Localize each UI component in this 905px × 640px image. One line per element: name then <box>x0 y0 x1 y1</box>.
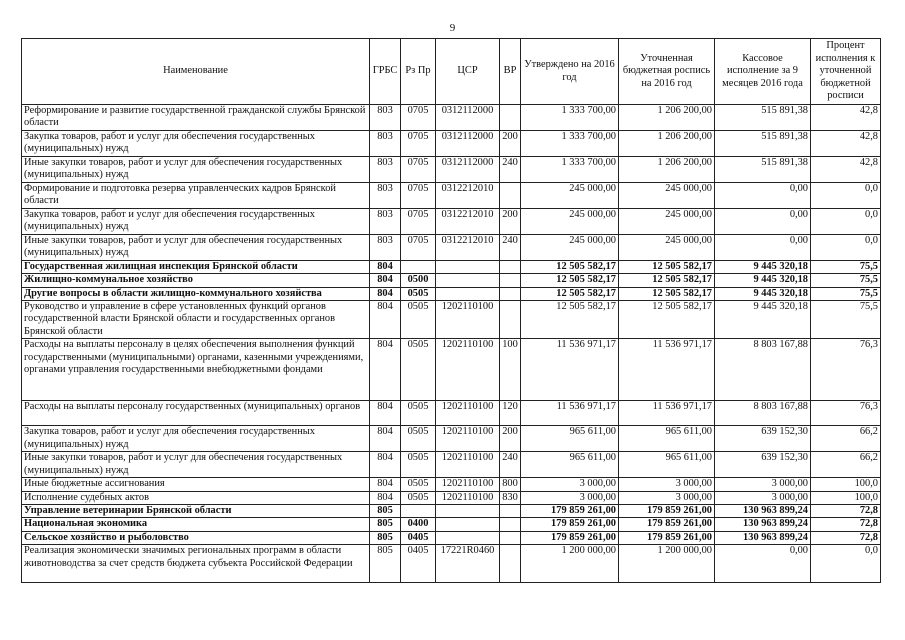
cell-approved: 11 536 971,17 <box>521 401 619 426</box>
header-cash: Кассовое исполнение за 9 месяцев 2016 года <box>715 39 811 105</box>
cell-vr <box>500 531 521 544</box>
cell-vr: 240 <box>500 234 521 260</box>
table-row <box>22 301 881 339</box>
cell-grbs: 804 <box>370 452 401 478</box>
cell-csr <box>436 518 500 531</box>
cell-rzpr: 0505 <box>401 339 436 401</box>
cell-grbs: 805 <box>370 545 401 583</box>
cell-name: Реформирование и развитие государственной гражданской службы Брянской области <box>22 105 370 131</box>
cell-percent: 72,8 <box>811 531 881 544</box>
table-row <box>22 426 881 452</box>
table-row <box>22 274 881 287</box>
cell-name: Другие вопросы в области жилищно-коммунального хозяйства <box>22 287 370 300</box>
cell-grbs: 804 <box>370 401 401 426</box>
cell-csr: 0312212010 <box>436 182 500 208</box>
cell-percent: 75,5 <box>811 287 881 300</box>
cell-approved: 965 611,00 <box>521 452 619 478</box>
cell-csr: 1202110100 <box>436 452 500 478</box>
cell-cash: 9 445 320,18 <box>715 260 811 273</box>
cell-grbs: 803 <box>370 156 401 182</box>
cell-cash: 0,00 <box>715 234 811 260</box>
table-row <box>22 260 881 273</box>
cell-grbs: 804 <box>370 287 401 300</box>
cell-rzpr: 0505 <box>401 491 436 504</box>
cell-approved: 12 505 582,17 <box>521 274 619 287</box>
cell-name: Расходы на выплаты персоналу в целях обеспечения выполнения функций государственными (муниципальными) органами, казенными учреждениями, органами управления государственными внебюджетными фондами <box>22 339 370 401</box>
cell-percent: 0,0 <box>811 182 881 208</box>
table-body <box>22 105 881 583</box>
cell-vr: 830 <box>500 491 521 504</box>
table-row <box>22 491 881 504</box>
cell-vr <box>500 287 521 300</box>
cell-name: Исполнение судебных актов <box>22 491 370 504</box>
cell-vr <box>500 182 521 208</box>
budget-table <box>21 38 881 583</box>
cell-refined: 1 200 000,00 <box>619 545 715 583</box>
cell-approved: 179 859 261,00 <box>521 531 619 544</box>
cell-refined: 12 505 582,17 <box>619 260 715 273</box>
cell-approved: 1 333 700,00 <box>521 156 619 182</box>
cell-csr: 0312212010 <box>436 208 500 234</box>
cell-refined: 3 000,00 <box>619 491 715 504</box>
table-row <box>22 287 881 300</box>
cell-percent: 75,5 <box>811 260 881 273</box>
cell-csr: 0312112000 <box>436 156 500 182</box>
cell-name: Управление ветеринарии Брянской области <box>22 505 370 518</box>
cell-rzpr: 0400 <box>401 518 436 531</box>
cell-cash: 0,00 <box>715 208 811 234</box>
cell-cash: 639 152,30 <box>715 426 811 452</box>
cell-cash: 130 963 899,24 <box>715 531 811 544</box>
cell-grbs: 805 <box>370 531 401 544</box>
cell-csr: 0312212010 <box>436 234 500 260</box>
cell-percent: 75,5 <box>811 301 881 339</box>
cell-rzpr <box>401 505 436 518</box>
cell-approved: 11 536 971,17 <box>521 339 619 401</box>
cell-csr <box>436 274 500 287</box>
cell-cash: 8 803 167,88 <box>715 401 811 426</box>
cell-grbs: 804 <box>370 478 401 491</box>
cell-percent: 42,8 <box>811 156 881 182</box>
page-number: 9 <box>449 22 456 34</box>
cell-rzpr: 0505 <box>401 452 436 478</box>
cell-csr: 0312112000 <box>436 130 500 156</box>
table-row <box>22 545 881 583</box>
cell-csr: 1202110100 <box>436 491 500 504</box>
cell-percent: 0,0 <box>811 545 881 583</box>
cell-approved: 965 611,00 <box>521 426 619 452</box>
cell-refined: 11 536 971,17 <box>619 401 715 426</box>
table-row <box>22 234 881 260</box>
cell-cash: 515 891,38 <box>715 105 811 131</box>
cell-vr: 100 <box>500 339 521 401</box>
cell-refined: 12 505 582,17 <box>619 301 715 339</box>
cell-name: Национальная экономика <box>22 518 370 531</box>
cell-refined: 12 505 582,17 <box>619 287 715 300</box>
cell-grbs: 803 <box>370 130 401 156</box>
cell-approved: 245 000,00 <box>521 208 619 234</box>
cell-vr <box>500 505 521 518</box>
cell-cash: 8 803 167,88 <box>715 339 811 401</box>
cell-csr <box>436 531 500 544</box>
cell-approved: 1 333 700,00 <box>521 105 619 131</box>
cell-csr: 17221R0460 <box>436 545 500 583</box>
cell-approved: 12 505 582,17 <box>521 301 619 339</box>
cell-percent: 100,0 <box>811 478 881 491</box>
cell-refined: 965 611,00 <box>619 426 715 452</box>
cell-rzpr: 0505 <box>401 401 436 426</box>
cell-approved: 245 000,00 <box>521 182 619 208</box>
cell-rzpr: 0705 <box>401 208 436 234</box>
cell-csr: 1202110100 <box>436 401 500 426</box>
cell-grbs: 804 <box>370 491 401 504</box>
cell-rzpr: 0705 <box>401 105 436 131</box>
cell-approved: 12 505 582,17 <box>521 260 619 273</box>
cell-csr <box>436 287 500 300</box>
cell-name: Сельское хозяйство и рыболовство <box>22 531 370 544</box>
cell-grbs: 803 <box>370 208 401 234</box>
cell-rzpr: 0705 <box>401 182 436 208</box>
cell-grbs: 803 <box>370 234 401 260</box>
header-csr: ЦСР <box>436 39 500 105</box>
header-approved: Утверждено на 2016 год <box>521 39 619 105</box>
cell-vr: 120 <box>500 401 521 426</box>
cell-name: Иные бюджетные ассигнования <box>22 478 370 491</box>
cell-vr <box>500 260 521 273</box>
cell-percent: 0,0 <box>811 208 881 234</box>
cell-name: Руководство и управление в сфере установленных функций органов государственной власти Брянской области и государственных органов Брянской области <box>22 301 370 339</box>
cell-refined: 179 859 261,00 <box>619 518 715 531</box>
cell-rzpr: 0500 <box>401 274 436 287</box>
table-row <box>22 478 881 491</box>
cell-vr <box>500 545 521 583</box>
cell-rzpr: 0705 <box>401 130 436 156</box>
cell-refined: 1 206 200,00 <box>619 130 715 156</box>
cell-percent: 76,3 <box>811 401 881 426</box>
table-row <box>22 130 881 156</box>
table-row <box>22 518 881 531</box>
cell-csr <box>436 505 500 518</box>
cell-approved: 12 505 582,17 <box>521 287 619 300</box>
cell-name: Расходы на выплаты персоналу государственных (муниципальных) органов <box>22 401 370 426</box>
cell-percent: 76,3 <box>811 339 881 401</box>
cell-percent: 42,8 <box>811 130 881 156</box>
cell-vr: 200 <box>500 130 521 156</box>
cell-approved: 245 000,00 <box>521 234 619 260</box>
cell-rzpr: 0705 <box>401 156 436 182</box>
table-row <box>22 105 881 131</box>
table-row <box>22 156 881 182</box>
cell-percent: 100,0 <box>811 491 881 504</box>
cell-rzpr: 0505 <box>401 478 436 491</box>
cell-grbs: 805 <box>370 518 401 531</box>
cell-grbs: 804 <box>370 426 401 452</box>
cell-percent: 72,8 <box>811 518 881 531</box>
cell-percent: 0,0 <box>811 234 881 260</box>
cell-csr: 1202110100 <box>436 478 500 491</box>
table-header-row <box>22 39 881 105</box>
cell-grbs: 803 <box>370 105 401 131</box>
cell-cash: 515 891,38 <box>715 156 811 182</box>
table-row <box>22 208 881 234</box>
cell-cash: 130 963 899,24 <box>715 518 811 531</box>
cell-approved: 3 000,00 <box>521 478 619 491</box>
cell-refined: 245 000,00 <box>619 234 715 260</box>
cell-percent: 66,2 <box>811 426 881 452</box>
cell-cash: 515 891,38 <box>715 130 811 156</box>
cell-percent: 75,5 <box>811 274 881 287</box>
cell-rzpr: 0405 <box>401 531 436 544</box>
header-vr: ВР <box>500 39 521 105</box>
cell-vr <box>500 105 521 131</box>
cell-vr <box>500 301 521 339</box>
cell-name: Закупка товаров, работ и услуг для обеспечения государственных (муниципальных) нужд <box>22 208 370 234</box>
cell-name: Государственная жилищная инспекция Брянской области <box>22 260 370 273</box>
table-row <box>22 505 881 518</box>
cell-vr: 240 <box>500 156 521 182</box>
cell-rzpr: 0505 <box>401 426 436 452</box>
cell-grbs: 804 <box>370 339 401 401</box>
cell-approved: 1 333 700,00 <box>521 130 619 156</box>
cell-grbs: 804 <box>370 301 401 339</box>
cell-cash: 0,00 <box>715 545 811 583</box>
cell-csr: 1202110100 <box>436 426 500 452</box>
table-row <box>22 401 881 426</box>
header-grbs: ГРБС <box>370 39 401 105</box>
cell-name: Закупка товаров, работ и услуг для обеспечения государственных (муниципальных) нужд <box>22 130 370 156</box>
cell-percent: 72,8 <box>811 505 881 518</box>
cell-refined: 3 000,00 <box>619 478 715 491</box>
cell-cash: 130 963 899,24 <box>715 505 811 518</box>
cell-rzpr: 0505 <box>401 287 436 300</box>
cell-cash: 639 152,30 <box>715 452 811 478</box>
table-row <box>22 452 881 478</box>
header-name: Наименование <box>22 39 370 105</box>
cell-cash: 9 445 320,18 <box>715 287 811 300</box>
cell-vr: 200 <box>500 208 521 234</box>
cell-vr <box>500 518 521 531</box>
cell-name: Закупка товаров, работ и услуг для обеспечения государственных (муниципальных) нужд <box>22 426 370 452</box>
table-row <box>22 182 881 208</box>
cell-percent: 66,2 <box>811 452 881 478</box>
cell-name: Реализация экономически значимых региональных программ в области животноводства за счет средств бюджета субъекта Российской Федерации <box>22 545 370 583</box>
cell-refined: 245 000,00 <box>619 182 715 208</box>
cell-csr: 1202110100 <box>436 339 500 401</box>
cell-csr: 0312112000 <box>436 105 500 131</box>
cell-name: Формирование и подготовка резерва управленческих кадров Брянской области <box>22 182 370 208</box>
cell-cash: 3 000,00 <box>715 491 811 504</box>
cell-vr: 200 <box>500 426 521 452</box>
cell-vr: 240 <box>500 452 521 478</box>
cell-csr <box>436 260 500 273</box>
cell-rzpr: 0705 <box>401 234 436 260</box>
cell-name: Иные закупки товаров, работ и услуг для обеспечения государственных (муниципальных) нужд <box>22 234 370 260</box>
header-percent: Процент исполнения к уточненной бюджетной росписи <box>811 39 881 105</box>
cell-grbs: 804 <box>370 260 401 273</box>
cell-rzpr <box>401 260 436 273</box>
cell-refined: 11 536 971,17 <box>619 339 715 401</box>
cell-approved: 3 000,00 <box>521 491 619 504</box>
cell-name: Жилищно-коммунальное хозяйство <box>22 274 370 287</box>
cell-cash: 9 445 320,18 <box>715 274 811 287</box>
cell-refined: 965 611,00 <box>619 452 715 478</box>
cell-refined: 12 505 582,17 <box>619 274 715 287</box>
cell-rzpr: 0505 <box>401 301 436 339</box>
cell-grbs: 804 <box>370 274 401 287</box>
cell-cash: 0,00 <box>715 182 811 208</box>
cell-grbs: 803 <box>370 182 401 208</box>
cell-csr: 1202110100 <box>436 301 500 339</box>
cell-cash: 3 000,00 <box>715 478 811 491</box>
cell-name: Иные закупки товаров, работ и услуг для обеспечения государственных (муниципальных) нужд <box>22 452 370 478</box>
cell-percent: 42,8 <box>811 105 881 131</box>
cell-approved: 1 200 000,00 <box>521 545 619 583</box>
table-row <box>22 339 881 401</box>
table-row <box>22 531 881 544</box>
cell-vr <box>500 274 521 287</box>
cell-refined: 179 859 261,00 <box>619 531 715 544</box>
cell-vr: 800 <box>500 478 521 491</box>
header-refined: Уточненная бюджетная роспись на 2016 год <box>619 39 715 105</box>
cell-grbs: 805 <box>370 505 401 518</box>
cell-name: Иные закупки товаров, работ и услуг для обеспечения государственных (муниципальных) нужд <box>22 156 370 182</box>
cell-refined: 245 000,00 <box>619 208 715 234</box>
cell-approved: 179 859 261,00 <box>521 505 619 518</box>
cell-refined: 1 206 200,00 <box>619 105 715 131</box>
cell-cash: 9 445 320,18 <box>715 301 811 339</box>
cell-rzpr: 0405 <box>401 545 436 583</box>
cell-refined: 1 206 200,00 <box>619 156 715 182</box>
cell-refined: 179 859 261,00 <box>619 505 715 518</box>
cell-approved: 179 859 261,00 <box>521 518 619 531</box>
header-rzpr: Рз Пр <box>401 39 436 105</box>
